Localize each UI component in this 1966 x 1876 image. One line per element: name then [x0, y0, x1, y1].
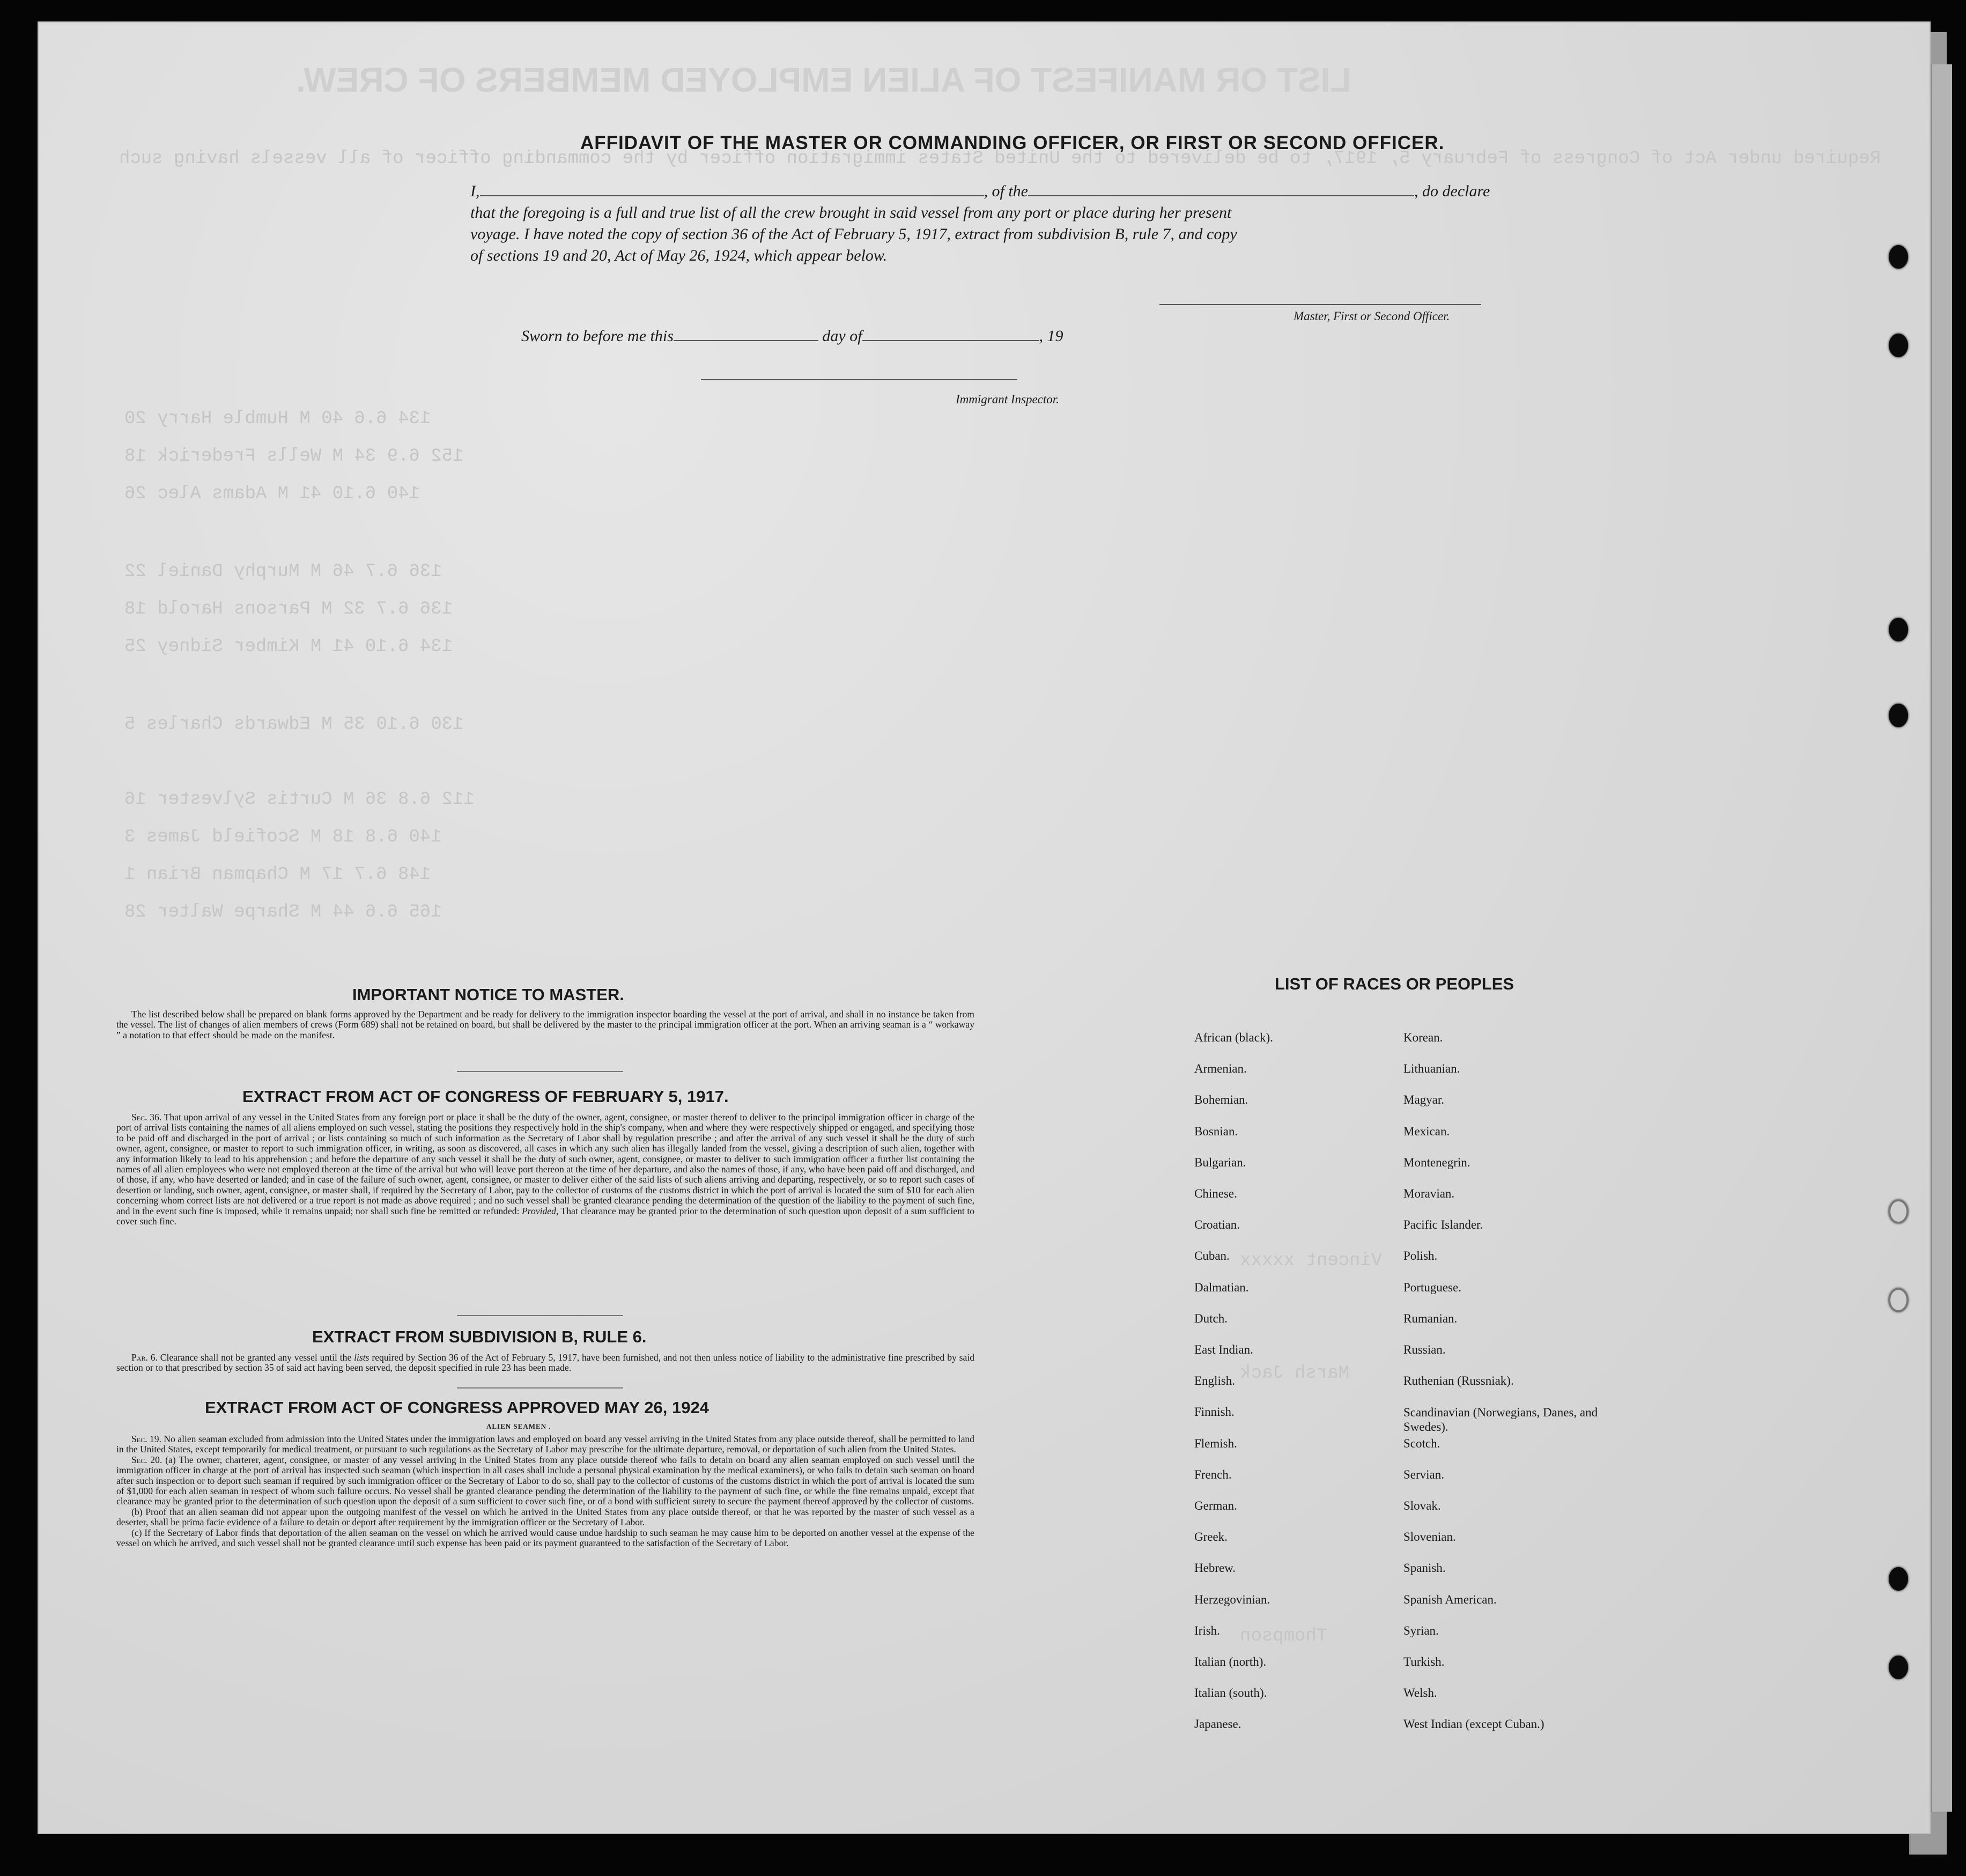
name-blank[interactable] [480, 195, 984, 196]
form-sheet [38, 21, 1931, 1834]
race-item: Bulgarian. [1194, 1155, 1246, 1169]
master-caption: Master, First or Second Officer. [1294, 309, 1450, 323]
race-item: Russian. [1403, 1343, 1446, 1356]
bleed-through-row: 134 6.6 40 M Humble Harry 20 [124, 409, 431, 429]
race-item: Pacific Islander. [1403, 1218, 1483, 1232]
affidavit-title: AFFIDAVIT OF THE MASTER OR COMMANDING OFFICER, OR FIRST OR SECOND OFFICER. [580, 132, 1445, 153]
race-item: Chinese. [1194, 1187, 1237, 1200]
race-item: Slovak. [1403, 1499, 1441, 1512]
sec-20b-text: (b) Proof that an alien seaman did not appear upon the outgoing manifest of the vessel on which he arrived in the United States from any place outside thereof, or that he was reported by the master of such vessel as a deserter, shall be prima facie evidence of a failure to detain or deport after requirement by the immigration officer or the Secretary of Labor. [116, 1506, 974, 1528]
day-of-label: day of [822, 327, 862, 345]
par-6-label: Par. 6. [131, 1352, 158, 1363]
lists-word: lists [354, 1352, 369, 1363]
binder-hole [1889, 618, 1908, 641]
race-item: West Indian (except Cuban.) [1403, 1717, 1544, 1731]
race-item: Scandinavian (Norwegians, Danes, and Swedes). [1403, 1406, 1598, 1434]
subdivision-title: EXTRACT FROM SUBDIVISION B, RULE 6. [312, 1327, 647, 1346]
race-item: Slovenian. [1403, 1530, 1456, 1544]
sec-20a-text: (a) The owner, charterer, agent, consignee, or master of any vessel arriving in the United States from any place outside thereof who fails to detain on board any alien seaman employed on such vessel until the immigration officer in charge at the port of arrival has inspected such seaman (which inspection in all cases shall include a personal physical examination by the medical examiners), or who fails to detain such seaman on board after such inspection or to deport such seaman if required by such immigration officer or the Secretary of Labor to do so, shall pay to the collector of customs of the customs district in which the port of arrival is located the sum of $1,000 for each alien seaman in respect of whom such failure occurs. No vessel shall be granted clearance pending the determination of the liability to the payment of such fine, or while the fine remains unpaid, except that clearance may be granted prior to the determination of such question upon the deposit of a sum sufficient to cover such fine, or of a bond with sufficient surety to secure the payment thereof approved by the collector of customs. [116, 1454, 974, 1507]
sec-20b-paragraph [116, 1507, 974, 1528]
year-prefix: , 19 [1039, 327, 1063, 345]
bleed-through-row: 148 6.7 17 M Chapman Brian 1 [124, 865, 431, 885]
race-item: Finnish. [1194, 1405, 1235, 1419]
sec-19-paragraph [116, 1434, 974, 1455]
race-item: Servian. [1403, 1467, 1445, 1481]
sworn-day-blank[interactable] [674, 340, 818, 341]
race-item: English. [1194, 1374, 1236, 1388]
race-item: Irish. [1194, 1623, 1220, 1637]
alien-seamen-subtitle: ALIEN SEAMEN . [486, 1422, 551, 1430]
extract-1924-body [116, 1434, 974, 1548]
bleed-through-row: 130 6.10 35 M Edwards Charles 5 [124, 714, 464, 735]
divider [457, 1315, 623, 1316]
proviso-text: That clearance may be granted prior to the determination of such question upon deposit of a sum sufficient to cover such fine. [116, 1205, 975, 1227]
sec-36-label: Sec. 36. [131, 1112, 162, 1122]
race-item: Italian (south). [1194, 1686, 1267, 1700]
notice-text: The list described below shall be prepared on blank forms approved by the Department and be ready for delivery to the immigration inspector boarding the vessel at the port of arrival, and shall in no instance be taken from the vessel. The list of changes of alien members of crews (Form 689) shall not be retained on board, but shall be delivered by the master to the principal immigration officer at the port. When an arriving seaman is a “ workaway ” a notation to that effect should be made on the manifest. [116, 1009, 974, 1040]
sworn-label: Sworn to before me this [521, 327, 674, 345]
sworn-month-blank[interactable] [862, 340, 1039, 341]
race-item: Hebrew. [1194, 1561, 1236, 1575]
race-item: Moravian. [1403, 1187, 1455, 1200]
sworn-line [521, 327, 1063, 345]
sec-19-text: No alien seaman excluded from admission into the United States under the immigration laws and employed on board any vessel arriving in the United States from any place outside thereof, shall be permitted to land in the United States, except temporarily for medical treatment, or pursuant to such regulations as the Secretary of Labor may prescribe for the ultimate departure, removal, or deportation of such alien from the United States. [116, 1434, 974, 1455]
race-item: Japanese. [1194, 1717, 1241, 1731]
sec-20c-text: (c) If the Secretary of Labor finds that deportation of the alien seaman on the vessel on which he arrived would cause undue hardship to such seaman he may cause him to be deported on another vessel at the expense of the vessel on which he arrived, and such vessel shall not be granted clearance until such expense has been paid or its payment guaranteed to the satisfaction of the Secretary of Labor. [116, 1527, 974, 1549]
notice-title: IMPORTANT NOTICE TO MASTER. [352, 985, 624, 1004]
bleed-through-row: 165 6.6 44 M Sharpe Walter 28 [124, 902, 442, 922]
race-item: Bohemian. [1194, 1093, 1248, 1107]
race-item: Polish. [1403, 1249, 1438, 1263]
notice-body [116, 1009, 974, 1040]
par-6-text-a: Clearance shall not be granted any vessel until the [160, 1352, 352, 1363]
race-item: Welsh. [1403, 1686, 1437, 1700]
sec-20-label: Sec. 20. [131, 1454, 162, 1465]
affidavit-text-line-2: that the foregoing is a full and true list of all the crew brought in said vessel from any port or place during her present [470, 204, 1232, 221]
paper-stack-edge-inner [1931, 64, 1952, 1812]
extract-1917-body [116, 1112, 974, 1227]
sec-19-label: Sec. 19. [131, 1434, 161, 1444]
bleed-through-row: Vincent xxxxx [1240, 1251, 1383, 1271]
affidavit-declaration-line [470, 182, 1490, 201]
bleed-through-heading: LIST OR MANIFEST OF ALIEN EMPLOYED MEMBERS OF CREW. [296, 61, 1351, 99]
race-item: Spanish American. [1403, 1592, 1497, 1606]
binder-hole [1889, 1656, 1908, 1679]
race-item: Bosnian. [1194, 1124, 1238, 1138]
race-item: Cuban. [1194, 1249, 1230, 1263]
race-item: East Indian. [1194, 1343, 1253, 1356]
race-item: Scotch. [1403, 1436, 1440, 1450]
race-item: African (black). [1194, 1031, 1273, 1044]
race-item: French. [1194, 1467, 1232, 1481]
binder-hole [1889, 334, 1908, 357]
divider [457, 1387, 623, 1388]
race-item: Herzegovinian. [1194, 1592, 1270, 1606]
race-item: Portuguese. [1403, 1280, 1461, 1294]
race-item: Armenian. [1194, 1062, 1247, 1076]
race-item: Greek. [1194, 1530, 1228, 1544]
master-signature-line[interactable] [1159, 304, 1481, 305]
race-item: Magyar. [1403, 1093, 1445, 1107]
races-title: LIST OF RACES OR PEOPLES [1275, 974, 1514, 993]
race-item: Dalmatian. [1194, 1280, 1249, 1294]
binder-hole [1889, 245, 1908, 269]
affidavit-i-label: I, [470, 182, 480, 200]
race-item: Flemish. [1194, 1436, 1237, 1450]
race-item: Croatian. [1194, 1218, 1240, 1232]
binder-hole-reinforced [1889, 1200, 1908, 1223]
bleed-through-row: 112 6.8 36 M Curtis Sylvester 16 [124, 789, 475, 810]
binder-hole [1889, 704, 1908, 727]
inspector-signature-line[interactable] [701, 379, 1017, 380]
bleed-through-row: 134 6.10 41 M Kimber Sidney 25 [124, 637, 453, 657]
extract-1917-title: EXTRACT FROM ACT OF CONGRESS OF FEBRUARY 5, 1917. [242, 1087, 729, 1106]
of-the-label: , of the [984, 182, 1028, 200]
par-6-text-b: required by Section 36 of the Act of February 5, 1917, have been furnished, and not then unless notice of liability to the administrative fine prescribed by said section or to that prescribed by section 35 of said act having been served, the deposit specified in rule 23 has been made. [116, 1352, 975, 1373]
race-item: Montenegrin. [1403, 1155, 1470, 1169]
do-declare-label: , do declare [1414, 182, 1490, 200]
bleed-through-row: 136 6.7 32 M Parsons Harold 18 [124, 599, 453, 619]
sec-20c-paragraph [116, 1528, 974, 1549]
bleed-through-row: Thompson [1240, 1626, 1328, 1646]
affidavit-text-line-3: voyage. I have noted the copy of section 36 of the Act of February 5, 1917, extract from subdivision B, rule 7, and copy [470, 225, 1237, 243]
race-item: Italian (north). [1194, 1655, 1267, 1668]
race-item: Spanish. [1403, 1561, 1446, 1575]
inspector-caption: Immigrant Inspector. [956, 393, 1059, 406]
bleed-through-subheading: Required under Act of Congress of February 5, 1917, to be delivered to the United States immigration officer by the commanding officer of all vessels having such [119, 149, 1881, 169]
bleed-through-row: 140 6.10 41 M Adams Alec 26 [124, 484, 420, 504]
race-item: Rumanian. [1403, 1311, 1458, 1325]
bleed-through-row: 140 6.8 18 M Scofield James 3 [124, 827, 442, 847]
proviso-label: Provided, [522, 1205, 559, 1216]
extract-1924-title: EXTRACT FROM ACT OF CONGRESS APPROVED MAY 26, 1924 [205, 1398, 709, 1417]
sec-20a-paragraph [116, 1455, 974, 1507]
bleed-through-row: 136 6.7 46 M Murphy Daniel 22 [124, 562, 442, 582]
bleed-through-row: Marsh Jack [1240, 1363, 1350, 1384]
race-item: Dutch. [1194, 1311, 1228, 1325]
race-item: Ruthenian (Russniak). [1403, 1374, 1514, 1388]
binder-hole-reinforced [1889, 1288, 1908, 1312]
bleed-through-row: 152 6.9 34 M Wells Frederick 18 [124, 446, 464, 467]
subdivision-body [116, 1353, 974, 1373]
race-item: Mexican. [1403, 1124, 1450, 1138]
race-item: Turkish. [1403, 1655, 1445, 1668]
divider [457, 1071, 623, 1072]
binder-hole [1889, 1567, 1908, 1591]
race-item: Lithuanian. [1403, 1062, 1460, 1076]
affidavit-text-line-4: of sections 19 and 20, Act of May 26, 1924, which appear below. [470, 247, 888, 264]
race-item: Syrian. [1403, 1623, 1439, 1637]
race-item: Korean. [1403, 1031, 1443, 1044]
race-item: German. [1194, 1499, 1237, 1512]
sec-36-text: That upon arrival of any vessel in the United States from any foreign port or place it shall be the duty of the owner, agent, consignee, or master thereof to deliver to the principal immigration officer in charge of the port of arrival lists containing the names of all aliens employed on such vessel, stating the positions they respectively hold in the ship's company, when and where they were respectively shipped or engaged, and specifying those to be paid off and discharged in the port of arrival ; or lists containing so much of such information as the Secretary of Labor shall by regulation prescribe ; and after the arrival of any such vessel it shall be the duty of such owner, agent, consignee, or master to report to such immigration officer, in writing, as soon as discovered, all cases in which any such alien has illegally landed from the vessel, giving a description of such alien, together with any information likely to lead to his apprehension ; and before the departure of any such vessel it shall be the duty of such owner, agent, consignee, or master to deliver to such immigration officer a further list containing the names of all alien employees who were not employed thereon at the time of the arrival but who will leave port thereon at the time of her departure, and also the names of those, if any, who have been paid off and discharged, and of those, if any, who have deserted or landed; and in case of the failure of such owner, agent, consignee, or master to deliver either of the said lists of such aliens arriving and departing, respectively, or so to report such cases of desertion or landing, such owner, agent, consignee, or master shall, if required by the Secretary of Labor, pay to the collector of customs of the customs district in which the port of arrival is located the sum of $10 for each alien concerning whom correct lists are not delivered or a true report is not made as above required ; and no such vessel shall be granted clearance pending the determination of the question of the liability to the payment of such fine, and in the event such fine is imposed, while it remains unpaid; nor shall such fine be remitted or refunded: [116, 1112, 974, 1216]
vessel-blank[interactable] [1028, 195, 1414, 196]
